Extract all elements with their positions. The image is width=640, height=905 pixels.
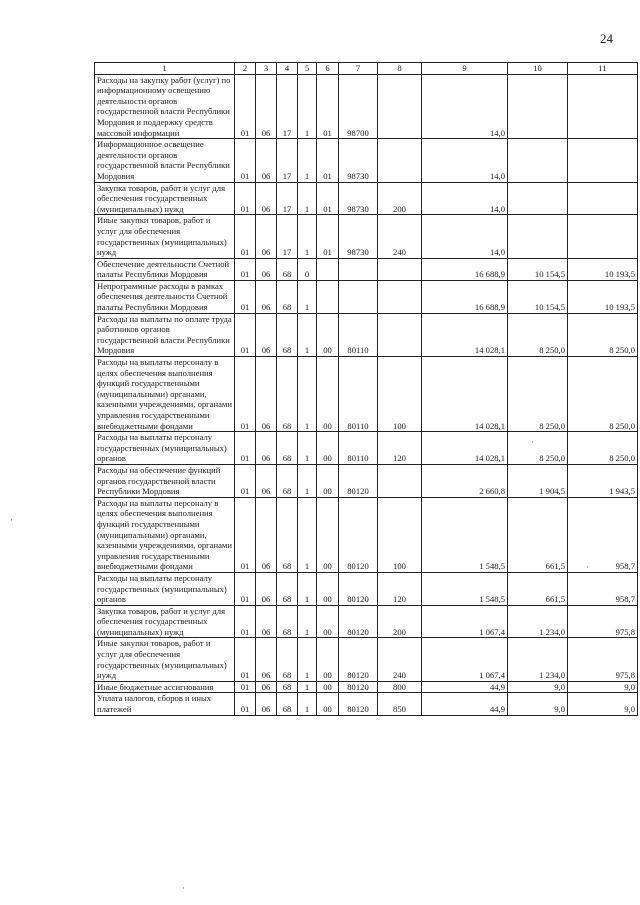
cell-col-11: [568, 74, 638, 139]
cell-col-6: 00: [317, 313, 339, 356]
cell-col-5: 1: [298, 681, 317, 693]
cell-col-7: 80120: [339, 681, 378, 693]
table-row: [95, 464, 638, 497]
cell-col-4: 68: [277, 693, 298, 715]
table-row: [95, 681, 638, 693]
cell-col-3: 06: [256, 215, 277, 258]
cell-col-6: 00: [317, 432, 339, 465]
cell-col-5: 1: [298, 280, 317, 313]
row-name: Расходы на выплаты персоналу в целях обеспечения выполнения функций государственными (муниципальными) органами, казенными учреждениями, органами управления государственными внебюджетными фондами: [95, 497, 235, 572]
cell-col-11: 958,7: [568, 497, 638, 572]
cell-col-11: 8 250,0: [568, 432, 638, 465]
cell-col-2: 01: [235, 497, 256, 572]
cell-col-10: 8 250,0: [508, 313, 568, 356]
cell-col-8: [378, 139, 422, 182]
cell-col-8: 120: [378, 432, 422, 465]
cell-col-9: 14,0: [422, 215, 508, 258]
column-header-10: 10: [508, 63, 568, 75]
cell-col-4: 68: [277, 497, 298, 572]
cell-col-9: 44,9: [422, 693, 508, 715]
cell-col-10: [508, 215, 568, 258]
cell-col-7: 80120: [339, 638, 378, 681]
header-row: [95, 63, 638, 75]
row-name: Расходы на обеспечение функций органов государственной власти Республики Мордовия: [95, 464, 235, 497]
cell-col-4: 68: [277, 681, 298, 693]
cell-col-5: 1: [298, 464, 317, 497]
cell-col-7: 80110: [339, 357, 378, 432]
row-name: Расходы на закупку работ (услуг) по информационному освещению деятельности органов государственной власти Республики Мордовия и поддержку средств массовой информации: [95, 74, 235, 139]
cell-col-2: 01: [235, 215, 256, 258]
cell-col-11: 975,8: [568, 638, 638, 681]
cell-col-7: 98730: [339, 182, 378, 215]
scan-speck: ·: [531, 437, 534, 447]
row-name: Иные закупки товаров, работ и услуг для обеспечения государственных (муниципальных) нужд: [95, 638, 235, 681]
row-name: Информационное освещение деятельности органов государственной власти Республики Мордовия: [95, 139, 235, 182]
scan-speck: ·: [10, 515, 13, 525]
cell-col-5: 1: [298, 497, 317, 572]
cell-col-5: 1: [298, 357, 317, 432]
cell-col-11: [568, 139, 638, 182]
cell-col-9: 1 067,4: [422, 638, 508, 681]
cell-col-7: 98730: [339, 139, 378, 182]
cell-col-4: 68: [277, 464, 298, 497]
cell-col-10: 8 250,0: [508, 357, 568, 432]
row-name: Расходы на выплаты персоналу государственных (муниципальных) органов: [95, 432, 235, 465]
cell-col-8: [378, 280, 422, 313]
cell-col-5: 1: [298, 182, 317, 215]
cell-col-4: 68: [277, 572, 298, 605]
cell-col-3: 06: [256, 258, 277, 280]
cell-col-6: 01: [317, 182, 339, 215]
cell-col-9: 14 028,1: [422, 357, 508, 432]
cell-col-6: 00: [317, 464, 339, 497]
cell-col-7: 80120: [339, 605, 378, 638]
column-header-9: 9: [422, 63, 508, 75]
column-header-7: 7: [339, 63, 378, 75]
cell-col-5: 1: [298, 313, 317, 356]
cell-col-2: 01: [235, 139, 256, 182]
cell-col-7: [339, 258, 378, 280]
cell-col-2: 01: [235, 313, 256, 356]
cell-col-3: 06: [256, 605, 277, 638]
cell-col-10: 8 250,0: [508, 432, 568, 465]
cell-col-8: 120: [378, 572, 422, 605]
cell-col-7: 80110: [339, 313, 378, 356]
cell-col-9: 1 067,4: [422, 605, 508, 638]
cell-col-2: 01: [235, 182, 256, 215]
cell-col-9: 14 028,1: [422, 313, 508, 356]
row-name: Закупка товаров, работ и услуг для обеспечения государственных (муниципальных) нужд: [95, 605, 235, 638]
cell-col-11: 975,8: [568, 605, 638, 638]
scan-speck: ·: [182, 883, 185, 893]
cell-col-9: 14 028,1: [422, 432, 508, 465]
row-name: Расходы на выплаты персоналу государственных (муниципальных) органов: [95, 572, 235, 605]
page-number: 24: [600, 31, 613, 46]
cell-col-2: 01: [235, 572, 256, 605]
cell-col-4: 68: [277, 605, 298, 638]
row-name: Расходы на выплаты по оплате труда работников органов государственной власти Республики Мордовия: [95, 313, 235, 356]
cell-col-6: 00: [317, 681, 339, 693]
cell-col-10: 1 904,5: [508, 464, 568, 497]
column-header-5: 5: [298, 63, 317, 75]
cell-col-3: 06: [256, 313, 277, 356]
cell-col-3: 06: [256, 572, 277, 605]
cell-col-10: 661,5: [508, 572, 568, 605]
cell-col-11: [568, 215, 638, 258]
table-body: [95, 74, 638, 715]
cell-col-2: 01: [235, 432, 256, 465]
cell-col-4: 68: [277, 313, 298, 356]
table-row: [95, 638, 638, 681]
cell-col-6: 00: [317, 638, 339, 681]
cell-col-7: [339, 280, 378, 313]
cell-col-5: 1: [298, 572, 317, 605]
cell-col-3: 06: [256, 74, 277, 139]
cell-col-11: 958,7: [568, 572, 638, 605]
cell-col-9: 14,0: [422, 74, 508, 139]
table-row: [95, 313, 638, 356]
row-name: Иные закупки товаров, работ и услуг для обеспечения государственных (муниципальных) нужд: [95, 215, 235, 258]
cell-col-4: 68: [277, 357, 298, 432]
cell-col-3: 06: [256, 182, 277, 215]
cell-col-9: 2 660,8: [422, 464, 508, 497]
cell-col-3: 06: [256, 432, 277, 465]
table-row: [95, 74, 638, 139]
cell-col-6: 01: [317, 139, 339, 182]
cell-col-3: 06: [256, 139, 277, 182]
cell-col-10: [508, 182, 568, 215]
row-name: Уплата налогов, сборов и иных платежей: [95, 693, 235, 715]
row-name: Закупка товаров, работ и услуг для обеспечения государственных (муниципальных) нужд: [95, 182, 235, 215]
cell-col-3: 06: [256, 497, 277, 572]
column-header-6: 6: [317, 63, 339, 75]
cell-col-4: 17: [277, 215, 298, 258]
cell-col-2: 01: [235, 74, 256, 139]
cell-col-7: 80120: [339, 464, 378, 497]
cell-col-6: 01: [317, 74, 339, 139]
column-header-8: 8: [378, 63, 422, 75]
cell-col-11: 8 250,0: [568, 357, 638, 432]
cell-col-11: [568, 182, 638, 215]
cell-col-3: 06: [256, 681, 277, 693]
cell-col-2: 01: [235, 258, 256, 280]
cell-col-2: 01: [235, 638, 256, 681]
cell-col-8: 240: [378, 215, 422, 258]
cell-col-5: 1: [298, 215, 317, 258]
cell-col-3: 06: [256, 357, 277, 432]
cell-col-6: [317, 280, 339, 313]
cell-col-11: 8 250,0: [568, 313, 638, 356]
row-name: Расходы на выплаты персоналу в целях обеспечения выполнения функций государственными (муниципальными) органами, казенными учреждениями, органами управления государственными внебюджетными фондами: [95, 357, 235, 432]
cell-col-10: [508, 74, 568, 139]
row-name: Иные бюджетные ассигнования: [95, 681, 235, 693]
cell-col-8: 240: [378, 638, 422, 681]
cell-col-5: 0: [298, 258, 317, 280]
cell-col-10: 661,5: [508, 497, 568, 572]
column-header-2: 2: [235, 63, 256, 75]
cell-col-5: 1: [298, 638, 317, 681]
cell-col-7: 98730: [339, 215, 378, 258]
table-row: [95, 139, 638, 182]
cell-col-3: 06: [256, 693, 277, 715]
cell-col-8: [378, 258, 422, 280]
table-row: [95, 497, 638, 572]
cell-col-2: 01: [235, 280, 256, 313]
cell-col-10: 9,0: [508, 681, 568, 693]
table-row: [95, 215, 638, 258]
cell-col-8: [378, 74, 422, 139]
cell-col-4: 68: [277, 638, 298, 681]
cell-col-8: 850: [378, 693, 422, 715]
column-header-4: 4: [277, 63, 298, 75]
cell-col-4: 68: [277, 258, 298, 280]
table-row: [95, 605, 638, 638]
cell-col-2: 01: [235, 605, 256, 638]
cell-col-2: 01: [235, 357, 256, 432]
cell-col-3: 06: [256, 464, 277, 497]
cell-col-6: 00: [317, 605, 339, 638]
cell-col-6: 00: [317, 357, 339, 432]
cell-col-11: 1 943,5: [568, 464, 638, 497]
cell-col-5: 1: [298, 432, 317, 465]
cell-col-9: 14,0: [422, 139, 508, 182]
table-row: [95, 693, 638, 715]
cell-col-6: 00: [317, 693, 339, 715]
cell-col-8: 100: [378, 357, 422, 432]
cell-col-6: 00: [317, 497, 339, 572]
cell-col-5: 1: [298, 605, 317, 638]
column-header-3: 3: [256, 63, 277, 75]
row-name: Непрограммные расходы в рамках обеспечения деятельности Счетной палаты Республики Мордовия: [95, 280, 235, 313]
cell-col-11: 9,0: [568, 693, 638, 715]
column-header-1: 1: [95, 63, 235, 75]
cell-col-6: [317, 258, 339, 280]
cell-col-11: 10 193,5: [568, 258, 638, 280]
cell-col-6: 00: [317, 572, 339, 605]
cell-col-9: 16 688,9: [422, 258, 508, 280]
cell-col-7: 98700: [339, 74, 378, 139]
cell-col-8: [378, 464, 422, 497]
cell-col-10: 9,0: [508, 693, 568, 715]
table-row: [95, 432, 638, 465]
cell-col-7: 80120: [339, 572, 378, 605]
cell-col-4: 68: [277, 280, 298, 313]
cell-col-5: 1: [298, 74, 317, 139]
cell-col-7: 80110: [339, 432, 378, 465]
cell-col-6: 01: [317, 215, 339, 258]
row-name: Обеспечение деятельности Счетной палаты Республики Мордовия: [95, 258, 235, 280]
cell-col-9: 44,9: [422, 681, 508, 693]
cell-col-10: [508, 139, 568, 182]
cell-col-10: 10 154,5: [508, 258, 568, 280]
column-header-11: 11: [568, 63, 638, 75]
cell-col-4: 17: [277, 139, 298, 182]
cell-col-11: 10 193,5: [568, 280, 638, 313]
cell-col-9: 14,0: [422, 182, 508, 215]
cell-col-9: 16 688,9: [422, 280, 508, 313]
table-row: [95, 258, 638, 280]
cell-col-4: 68: [277, 432, 298, 465]
cell-col-5: 1: [298, 693, 317, 715]
cell-col-2: 01: [235, 693, 256, 715]
cell-col-8: [378, 313, 422, 356]
scan-speck: ·: [586, 562, 589, 572]
cell-col-7: 80120: [339, 693, 378, 715]
cell-col-8: 100: [378, 497, 422, 572]
cell-col-5: 1: [298, 139, 317, 182]
cell-col-10: 10 154,5: [508, 280, 568, 313]
budget-table: [94, 62, 638, 716]
cell-col-2: 01: [235, 464, 256, 497]
cell-col-8: 200: [378, 182, 422, 215]
cell-col-7: 80120: [339, 497, 378, 572]
cell-col-4: 17: [277, 74, 298, 139]
table-row: [95, 572, 638, 605]
cell-col-2: 01: [235, 681, 256, 693]
table-row: [95, 280, 638, 313]
cell-col-9: 1 548,5: [422, 497, 508, 572]
cell-col-9: 1 548,5: [422, 572, 508, 605]
cell-col-3: 06: [256, 280, 277, 313]
cell-col-11: 9,0: [568, 681, 638, 693]
cell-col-4: 17: [277, 182, 298, 215]
table-row: [95, 357, 638, 432]
cell-col-3: 06: [256, 638, 277, 681]
cell-col-8: 800: [378, 681, 422, 693]
cell-col-8: 200: [378, 605, 422, 638]
cell-col-10: 1 234,0: [508, 605, 568, 638]
table-row: [95, 182, 638, 215]
cell-col-10: 1 234,0: [508, 638, 568, 681]
